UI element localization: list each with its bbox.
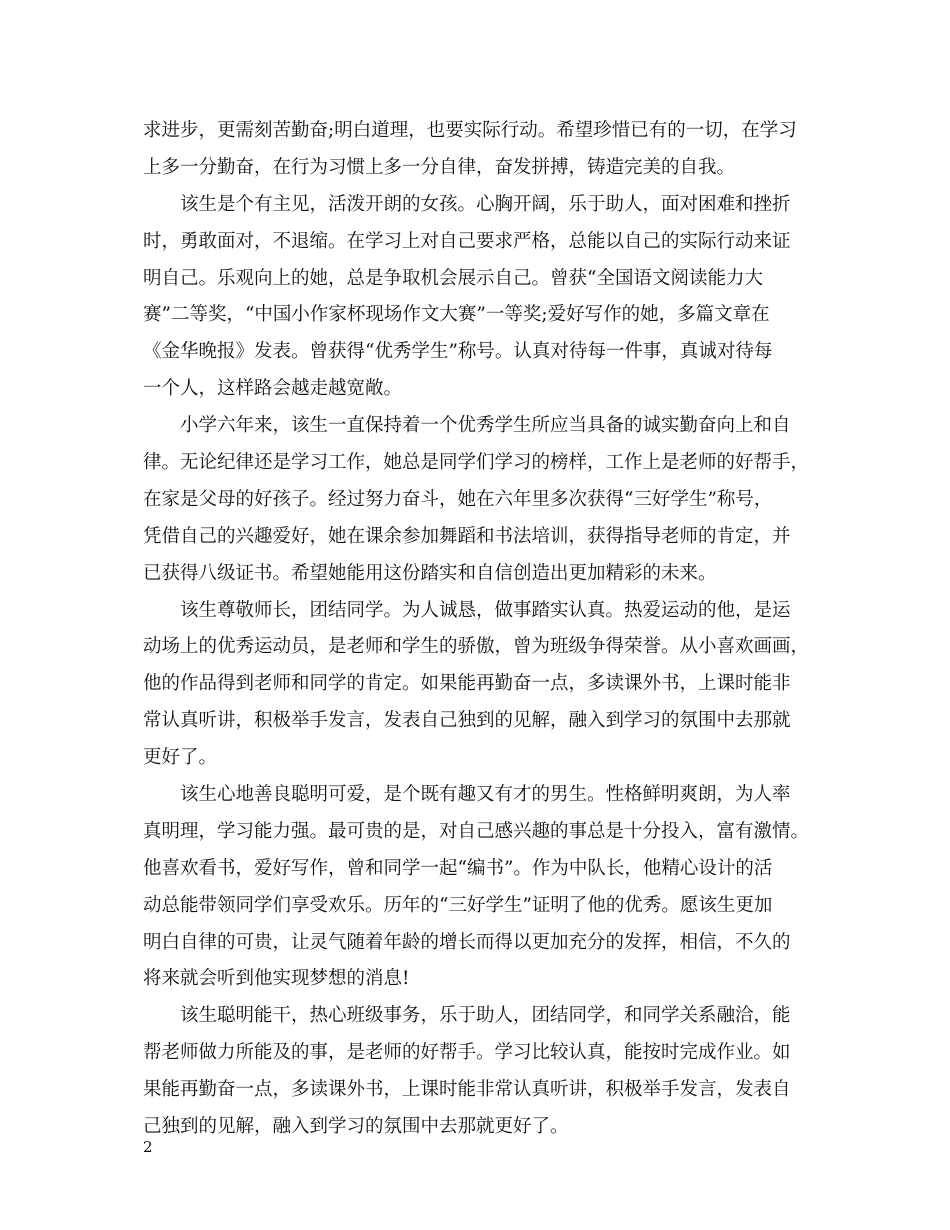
text-line: 动总能带领同学们享受欢乐。历年的“三好学生”证明了他的优秀。愿该生更加	[143, 894, 773, 916]
text-line: 真明理，学习能力强。最可贵的是，对自己感兴趣的事总是十分投入，富有激情。	[143, 820, 810, 842]
text-line: 该生心地善良聪明可爱，是个既有趣又有才的男生。性格鲜明爽朗，为人率	[180, 784, 791, 806]
paragraph	[143, 998, 809, 1146]
text-line: 常认真听讲，积极举手发言，发表自己独到的见解，融入到学习的氛围中去那就	[143, 710, 791, 732]
text-line: 果能再勤奋一点，多读课外书，上课时能非常认真听讲，积极举手发言，发表自	[143, 1079, 791, 1101]
page-number: 2	[143, 1138, 153, 1156]
text-line: 动场上的优秀运动员，是老师和学生的骄傲，曾为班级争得荣誉。从小喜欢画画，	[143, 636, 810, 658]
text-line: 《金华晚报》发表。曾获得“优秀学生”称号。认真对待每一件事，真诚对待每	[143, 341, 773, 363]
text-line: 求进步，更需刻苦勤奋;明白道理，也要实际行动。希望珍惜已有的一切，在学习	[143, 120, 797, 141]
text-line: 在家是父母的好孩子。经过努力奋斗，她在六年里多次获得“三好学生”称号，	[143, 488, 773, 510]
paragraph	[143, 408, 809, 592]
text-line: 将来就会听到他实现梦想的消息!	[143, 968, 410, 990]
text-line: 该生尊敬师长，团结同学。为人诚恳，做事踏实认真。热爱运动的他，是运	[180, 599, 791, 621]
text-line: 明白自律的可贵，让灵气随着年龄的增长而得以更加充分的发挥，相信，不久的	[143, 931, 791, 953]
text-line: 已获得八级证书。希望她能用这份踏实和自信创造出更加精彩的未来。	[143, 562, 717, 584]
text-line: 律。无论纪律还是学习工作，她总是同学们学习的榜样，工作上是老师的好帮手，	[143, 452, 810, 474]
text-line: 一个人，这样路会越走越宽敞。	[143, 378, 403, 400]
paragraph	[143, 777, 809, 998]
text-line: 上多一分勤奋，在行为习惯上多一分自律，奋发拼搏，铸造完美的自我。	[143, 156, 736, 178]
paragraph	[143, 593, 809, 777]
text-line: 时，勇敢面对，不退缩。在学习上对自己要求严格，总能以自己的实际行动来证	[143, 230, 791, 252]
text-line: 该生是个有主见，活泼开朗的女孩。心胸开阔，乐于助人，面对困难和挫折	[180, 193, 791, 215]
text-line: 更好了。	[143, 747, 218, 769]
text-line: 他喜欢看书，爱好写作，曾和同学一起“编书”。作为中队长，他精心设计的活	[143, 857, 773, 879]
text-line: 他的作品得到老师和同学的肯定。如果能再勤奋一点，多读课外书，上课时能非	[143, 673, 791, 695]
text-line: 小学六年来，该生一直保持着一个优秀学生所应当具备的诚实勤奋向上和自	[180, 415, 791, 437]
text-line: 帮老师做力所能及的事，是老师的好帮手。学习比较认真，能按时完成作业。如	[143, 1042, 791, 1064]
paragraph	[143, 187, 809, 408]
text-line: 明自己。乐观向上的她，总是争取机会展示自己。曾获“全国语文阅读能力大	[143, 267, 763, 289]
text-line: 己独到的见解，融入到学习的氛围中去那就更好了。	[143, 1116, 569, 1138]
text-line: 该生聪明能干，热心班级事务，乐于助人，团结同学，和同学关系融洽，能	[180, 1005, 791, 1027]
text-line: 凭借自己的兴趣爱好，她在课余参加舞蹈和书法培训，获得指导老师的肯定，并	[143, 525, 791, 547]
text-line: 赛”二等奖，“中国小作家杯现场作文大赛”一等奖;爱好写作的她，多篇文章在	[143, 304, 770, 326]
document-body	[143, 113, 809, 1146]
paragraph	[143, 113, 809, 187]
